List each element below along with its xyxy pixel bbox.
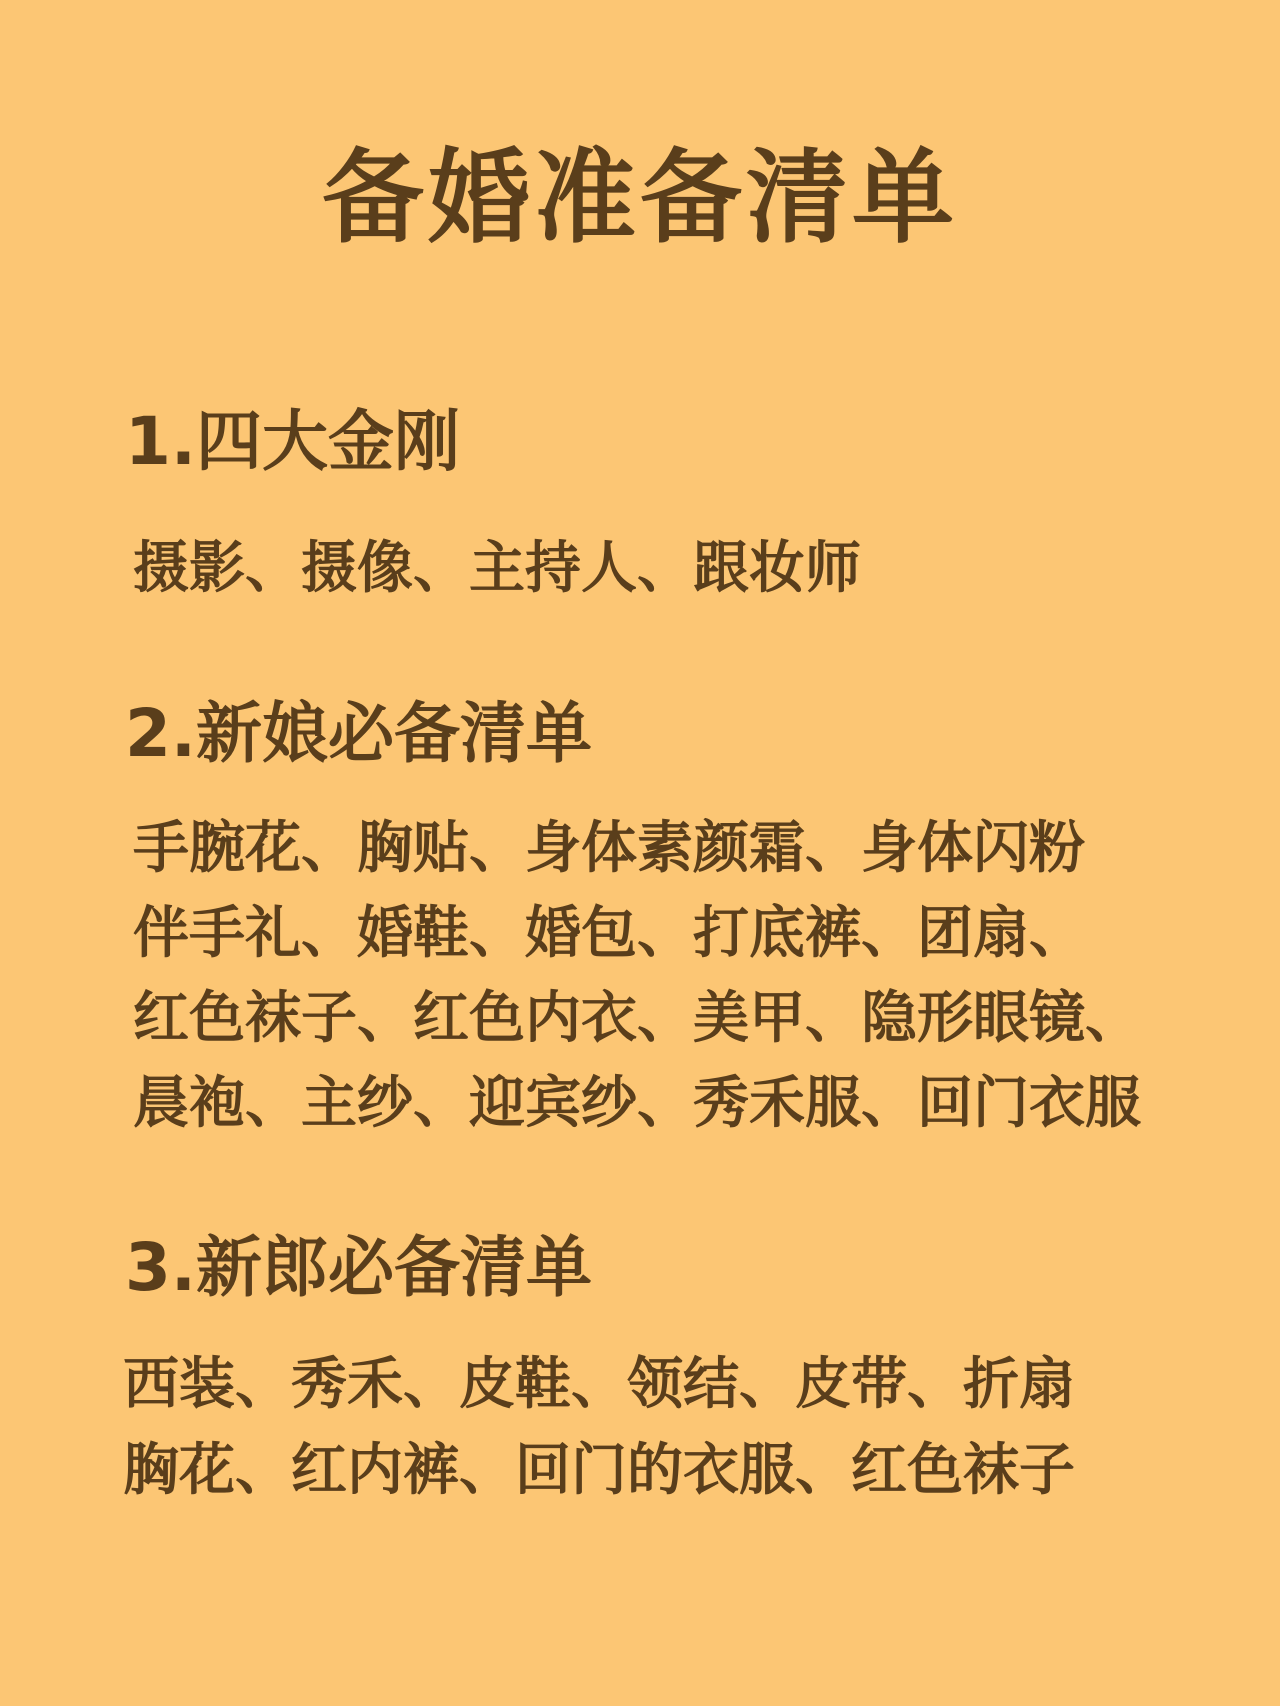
list-item: 晨袍、主纱、迎宾纱、秀禾服、回门衣服 bbox=[133, 1071, 1141, 1136]
list-item: 西装、秀禾、皮鞋、领结、皮带、折扇 bbox=[123, 1352, 1075, 1417]
list-item: 红色袜子、红色内衣、美甲、隐形眼镜、 bbox=[133, 986, 1141, 1051]
page-title: 备婚准备清单 bbox=[322, 139, 958, 258]
list-item: 摄影、摄像、主持人、跟妆师 bbox=[133, 536, 861, 601]
section-heading-groom: 3.新郎必备清单 bbox=[125, 1229, 592, 1306]
list-item: 手腕花、胸贴、身体素颜霜、身体闪粉 bbox=[133, 816, 1085, 881]
section-heading-four-vendors: 1.四大金刚 bbox=[125, 403, 460, 480]
list-item: 胸花、红内裤、回门的衣服、红色袜子 bbox=[123, 1438, 1075, 1503]
section-heading-bride: 2.新娘必备清单 bbox=[125, 695, 592, 772]
list-item: 伴手礼、婚鞋、婚包、打底裤、团扇、 bbox=[133, 901, 1085, 966]
